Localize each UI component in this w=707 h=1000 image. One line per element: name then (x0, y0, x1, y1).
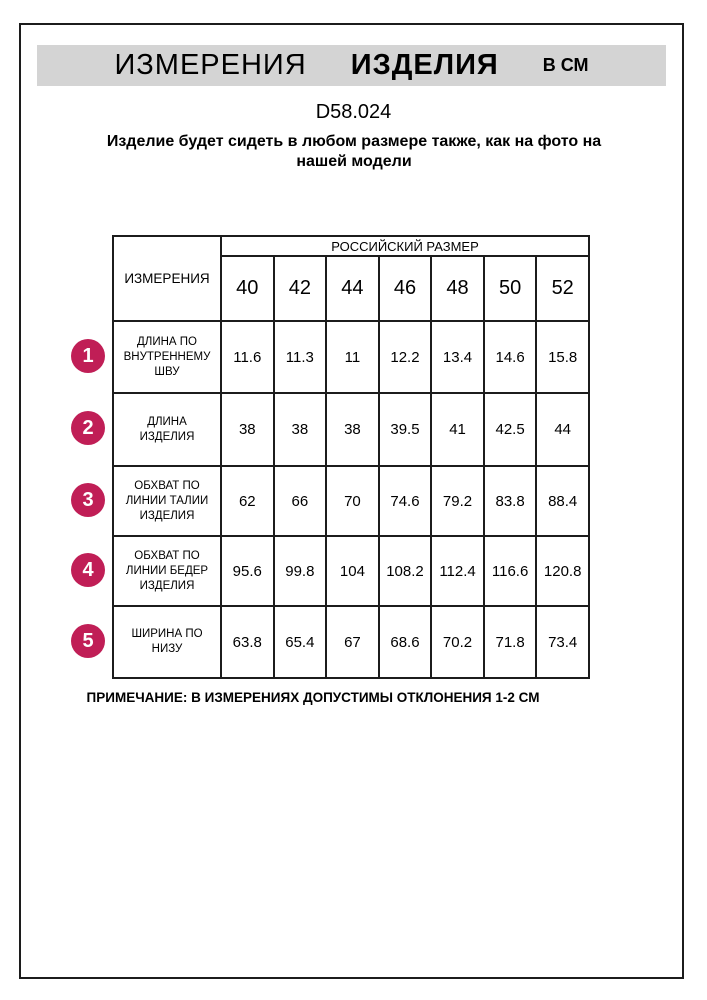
measurement-value: 66 (274, 466, 327, 536)
measurement-value: 116.6 (484, 536, 537, 606)
size-column-header: 42 (274, 256, 327, 321)
row-number-badge: 1 (71, 339, 105, 373)
measurement-value: 11.6 (221, 321, 274, 393)
measurement-value: 38 (326, 393, 379, 466)
measurement-label: ОБХВАТ ПО ЛИНИИ ТАЛИИ ИЗДЕЛИЯ (113, 466, 221, 536)
measurement-value: 99.8 (274, 536, 327, 606)
size-column-header: 46 (379, 256, 432, 321)
measurement-value: 11 (326, 321, 379, 393)
size-column-header: 40 (221, 256, 274, 321)
title-unit-cm: В СМ (542, 55, 589, 75)
measurement-value: 65.4 (274, 606, 327, 678)
measurement-value: 120.8 (536, 536, 589, 606)
measurement-value: 68.6 (379, 606, 432, 678)
measurement-value: 108.2 (379, 536, 432, 606)
measurement-value: 95.6 (221, 536, 274, 606)
size-column-header: 44 (326, 256, 379, 321)
fit-description: Изделие будет сидеть в любом размере также, как на фото на нашей модели (106, 133, 602, 170)
title-product: ИЗДЕЛИЯ (350, 49, 499, 81)
measurement-label: ДЛИНА ПО ВНУТРЕННЕМУ ШВУ (113, 321, 221, 393)
measurements-body (113, 321, 589, 678)
row-number-badge: 2 (71, 411, 105, 445)
measurement-value: 15.8 (536, 321, 589, 393)
measurement-value: 104 (326, 536, 379, 606)
title-measurements: ИЗМЕРЕНИЯ (114, 49, 307, 81)
russian-size-header: РОССИЙСКИЙ РАЗМЕР (221, 236, 589, 256)
measurement-row (113, 606, 589, 678)
measurement-value: 63.8 (221, 606, 274, 678)
measurement-value: 67 (326, 606, 379, 678)
measurement-value: 70 (326, 466, 379, 536)
measurement-value: 11.3 (274, 321, 327, 393)
size-column-header: 50 (484, 256, 537, 321)
measurement-row (113, 393, 589, 466)
measurement-value: 62 (221, 466, 274, 536)
measurement-value: 88.4 (536, 466, 589, 536)
measurement-row (113, 321, 589, 393)
measurement-label: ДЛИНА ИЗДЕЛИЯ (113, 393, 221, 466)
measurement-value: 71.8 (484, 606, 537, 678)
row-number-badge: 3 (71, 483, 105, 517)
measurement-value: 79.2 (431, 466, 484, 536)
measurement-row (113, 536, 589, 606)
table-corner-label: ИЗМЕРЕНИЯ (113, 236, 221, 321)
measurement-value: 12.2 (379, 321, 432, 393)
measurement-label: ОБХВАТ ПО ЛИНИИ БЕДЕР ИЗДЕЛИЯ (113, 536, 221, 606)
measurement-label: ШИРИНА ПО НИЗУ (113, 606, 221, 678)
measurement-value: 44 (536, 393, 589, 466)
title-bar (37, 45, 666, 86)
measurement-value: 83.8 (484, 466, 537, 536)
measurement-value: 112.4 (431, 536, 484, 606)
measurement-value: 73.4 (536, 606, 589, 678)
measurement-value: 14.6 (484, 321, 537, 393)
size-table (112, 235, 590, 679)
tolerance-note: ПРИМЕЧАНИЕ: В ИЗМЕРЕНИЯХ ДОПУСТИМЫ ОТКЛОНЕНИЯ 1-2 СМ (86, 690, 540, 705)
measurement-value: 41 (431, 393, 484, 466)
measurement-value: 42.5 (484, 393, 537, 466)
article-code: D58.024 (315, 101, 392, 123)
measurement-value: 38 (221, 393, 274, 466)
size-group-row (113, 236, 589, 256)
row-number-badge: 4 (71, 553, 105, 587)
measurement-row (113, 466, 589, 536)
row-number-badge: 5 (71, 624, 105, 658)
size-table-section (71, 235, 590, 679)
measurement-value: 70.2 (431, 606, 484, 678)
measurement-value: 74.6 (379, 466, 432, 536)
measurement-value: 38 (274, 393, 327, 466)
size-column-header: 52 (536, 256, 589, 321)
measurement-value: 39.5 (379, 393, 432, 466)
measurement-value: 13.4 (431, 321, 484, 393)
size-column-header: 48 (431, 256, 484, 321)
